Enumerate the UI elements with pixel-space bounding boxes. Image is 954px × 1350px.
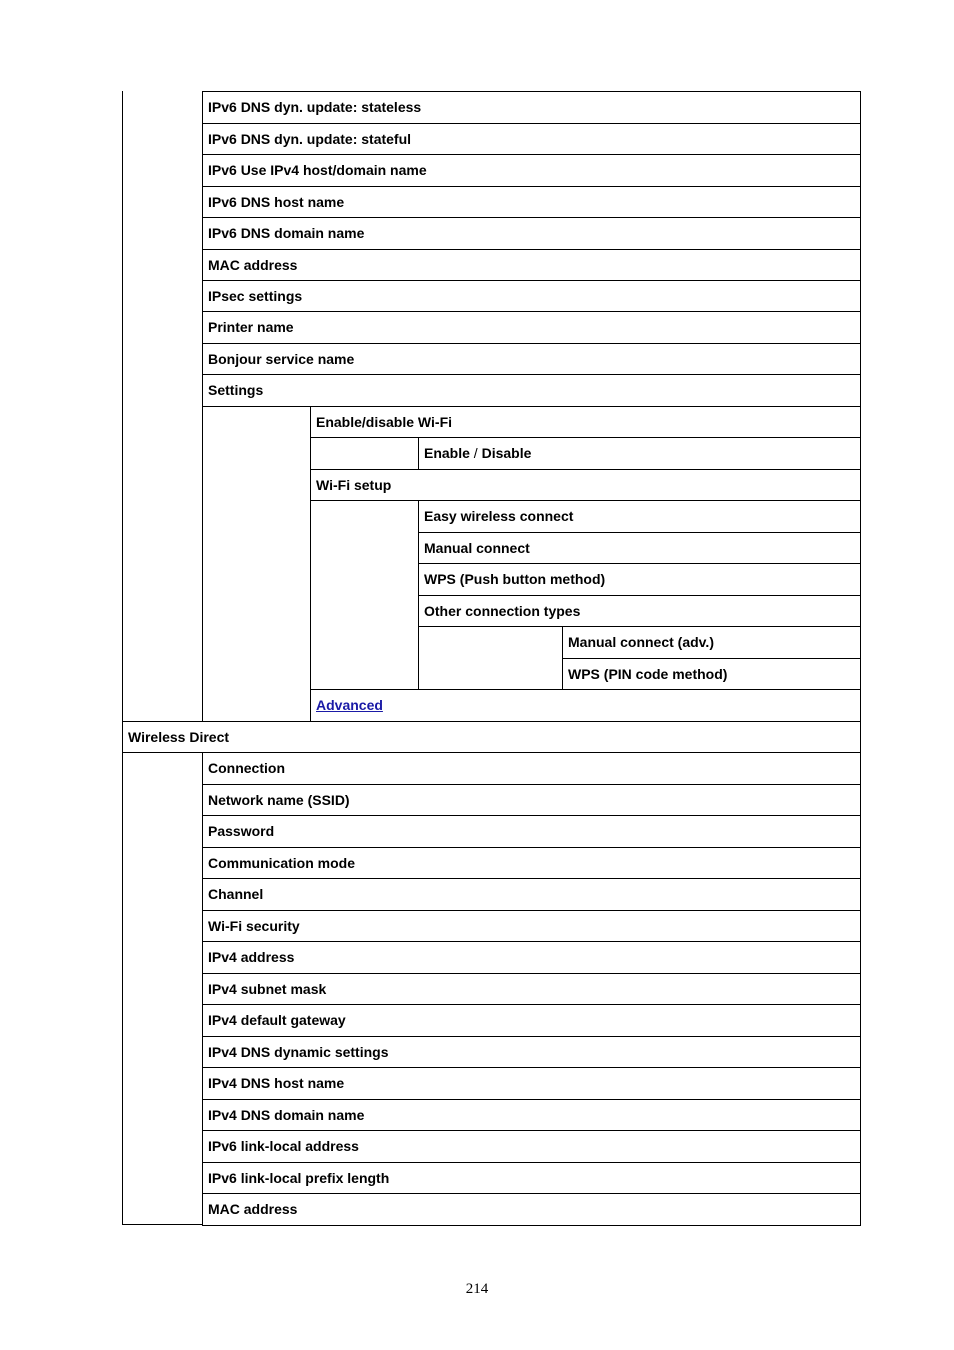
menu-row-label (419, 445, 531, 461)
menu-row-label: IPsec settings (208, 288, 303, 304)
menu-row (202, 878, 861, 911)
menu-row (202, 343, 861, 375)
menu-row-label (311, 697, 383, 713)
menu-row (202, 1099, 861, 1131)
menu-row-label: IPv4 DNS dynamic settings (208, 1044, 389, 1060)
menu-row (202, 91, 861, 124)
menu-row-enable-disable-wifi (310, 406, 861, 438)
menu-row-manual-connect (418, 532, 861, 564)
wifi-setup-indent-cell (310, 500, 419, 690)
menu-row-label: IPv4 DNS domain name (208, 1107, 365, 1123)
menu-row (202, 123, 861, 155)
menu-row-label: Printer name (208, 319, 294, 335)
menu-row (202, 374, 861, 407)
menu-row-label: IPv4 subnet mask (208, 981, 327, 997)
menu-row (202, 280, 861, 312)
advanced-link[interactable]: Advanced (316, 697, 383, 713)
menu-row (202, 249, 861, 281)
menu-row-label: Connection (208, 760, 285, 776)
menu-row-label: Settings (208, 382, 264, 398)
menu-row-label: MAC address (208, 257, 298, 273)
menu-row-label: WPS (Push button method) (424, 571, 606, 587)
page-number: 214 (465, 1281, 489, 1297)
menu-row-label: IPv6 DNS dyn. update: stateless (208, 99, 422, 115)
menu-row-label: IPv4 DNS host name (208, 1075, 345, 1091)
menu-row (202, 752, 861, 785)
menu-row (202, 941, 861, 974)
disable-option: Disable (481, 445, 532, 461)
menu-row-advanced (310, 689, 861, 722)
menu-row-label: IPv6 link-local address (208, 1138, 359, 1154)
menu-row-wifi-setup (310, 469, 861, 501)
menu-row-wps-pin (562, 658, 861, 690)
menu-row (202, 1130, 861, 1163)
enable-disable-indent-cell (310, 437, 419, 470)
menu-row-label: Wi-Fi security (208, 918, 300, 934)
menu-row (202, 1193, 861, 1226)
menu-row (202, 973, 861, 1005)
menu-row-label: Wi-Fi setup (316, 477, 392, 493)
enable-option: Enable (424, 445, 470, 461)
menu-row-label: Manual connect (adv.) (568, 634, 714, 650)
section-row-wireless-direct (122, 721, 861, 753)
wireless-direct-indent-cell (122, 752, 203, 1225)
menu-row-label: Other connection types (424, 603, 581, 619)
menu-row-other-connection-types (418, 595, 861, 627)
menu-row (202, 910, 861, 942)
menu-row-label: Bonjour service name (208, 351, 355, 367)
menu-row-label: Password (208, 823, 275, 839)
menu-row-label: IPv4 default gateway (208, 1012, 346, 1028)
menu-row-label: MAC address (208, 1201, 298, 1217)
menu-row-label: Manual connect (424, 540, 530, 556)
menu-row-label: WPS (PIN code method) (568, 666, 728, 682)
menu-row-label: IPv6 link-local prefix length (208, 1170, 390, 1186)
menu-row (202, 815, 861, 848)
menu-row (202, 311, 861, 344)
menu-row-manual-connect-adv (562, 626, 861, 659)
menu-row-label: IPv6 DNS dyn. update: stateful (208, 131, 412, 147)
menu-row (202, 1067, 861, 1100)
menu-row-easy-wireless-connect (418, 500, 861, 533)
menu-row (202, 847, 861, 879)
menu-row (202, 1036, 861, 1068)
settings-indent-cell (202, 406, 311, 722)
menu-row-label: Communication mode (208, 855, 356, 871)
menu-row (202, 186, 861, 218)
menu-row (202, 784, 861, 816)
menu-row-label: IPv6 DNS domain name (208, 225, 365, 241)
menu-row-wps-push (418, 563, 861, 596)
menu-row (202, 217, 861, 250)
menu-row (202, 154, 861, 187)
menu-row-label: IPv6 DNS host name (208, 194, 345, 210)
section-label: Wireless Direct (128, 729, 230, 745)
menu-row (202, 1162, 861, 1194)
menu-row-label: Easy wireless connect (424, 508, 574, 524)
slash-separator: / (473, 445, 478, 461)
menu-row (202, 1004, 861, 1037)
menu-row-label: IPv6 Use IPv4 host/domain name (208, 162, 427, 178)
menu-row-enable-disable (418, 437, 861, 470)
menu-row-label: Channel (208, 886, 264, 902)
menu-row-label: Enable/disable Wi-Fi (316, 414, 453, 430)
menu-row-label: IPv4 address (208, 949, 295, 965)
menu-row-label: Network name (SSID) (208, 792, 350, 808)
other-types-indent-cell (418, 626, 563, 690)
